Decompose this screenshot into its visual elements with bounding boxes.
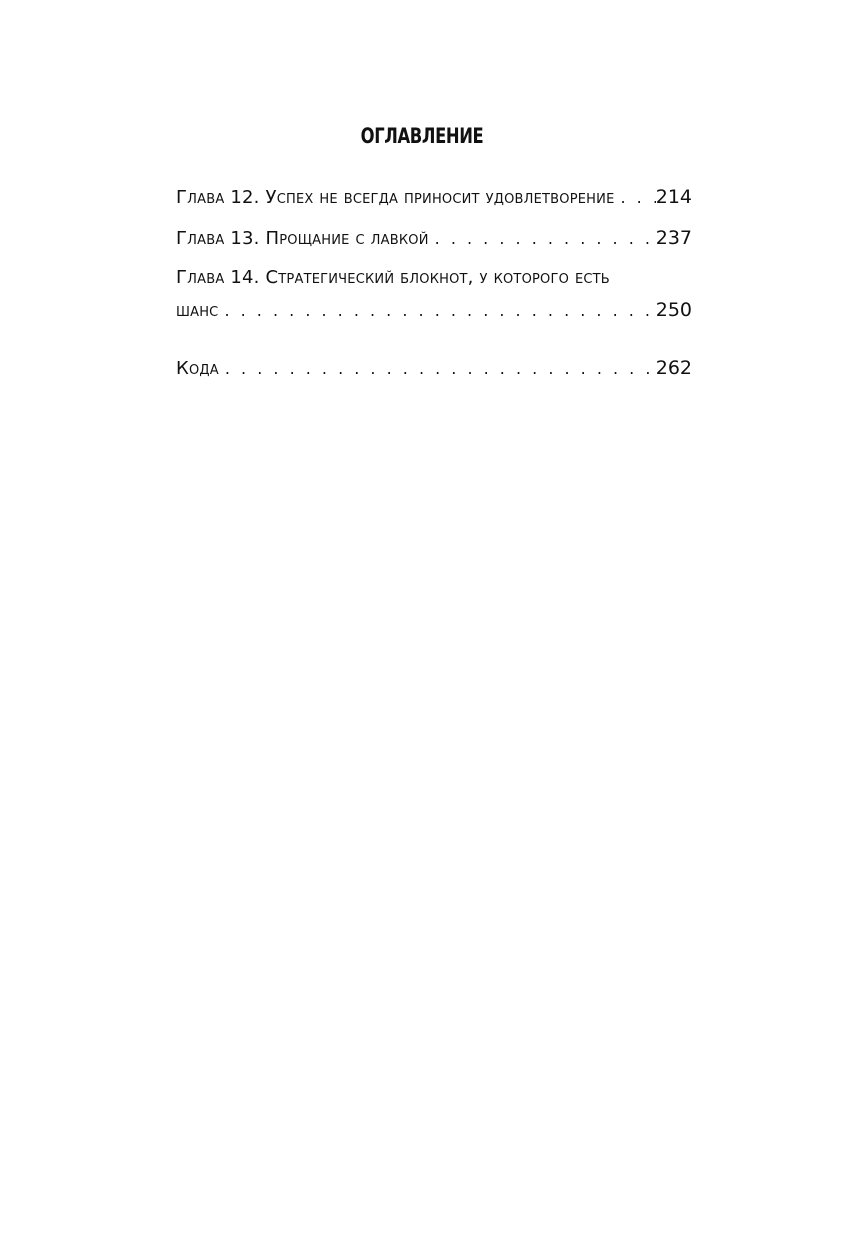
dot-leader [219, 355, 656, 382]
toc-entry-label: Глава 14. Стратегический блокнот, у которого есть [176, 267, 610, 288]
toc-entry-label: Глава 13. Прощание с лавкой [176, 228, 429, 249]
toc-entry-chapter-13 [176, 224, 692, 252]
toc-entry-label: Кода [176, 358, 219, 379]
toc-entry-page: 214 [655, 186, 692, 208]
toc-entry-label: Глава 12. Успех не всегда приносит удовлетворение [176, 187, 615, 208]
toc-entry-chapter-14-line-2 [176, 296, 692, 324]
toc-entry-coda [176, 354, 692, 382]
dot-leader [218, 297, 655, 324]
toc-entry-page: 262 [655, 357, 692, 379]
toc-entry-page: 250 [655, 299, 692, 321]
page-title: ОГЛАВЛЕНИЕ [360, 124, 484, 148]
toc-entry-chapter-14-line-1 [176, 264, 692, 292]
toc-entry-chapter-12 [176, 183, 692, 211]
toc-entry-page: 237 [655, 227, 692, 249]
dot-leader [615, 184, 656, 211]
dot-leader [429, 225, 656, 252]
toc-entry-label-continued: шанс [176, 300, 219, 321]
